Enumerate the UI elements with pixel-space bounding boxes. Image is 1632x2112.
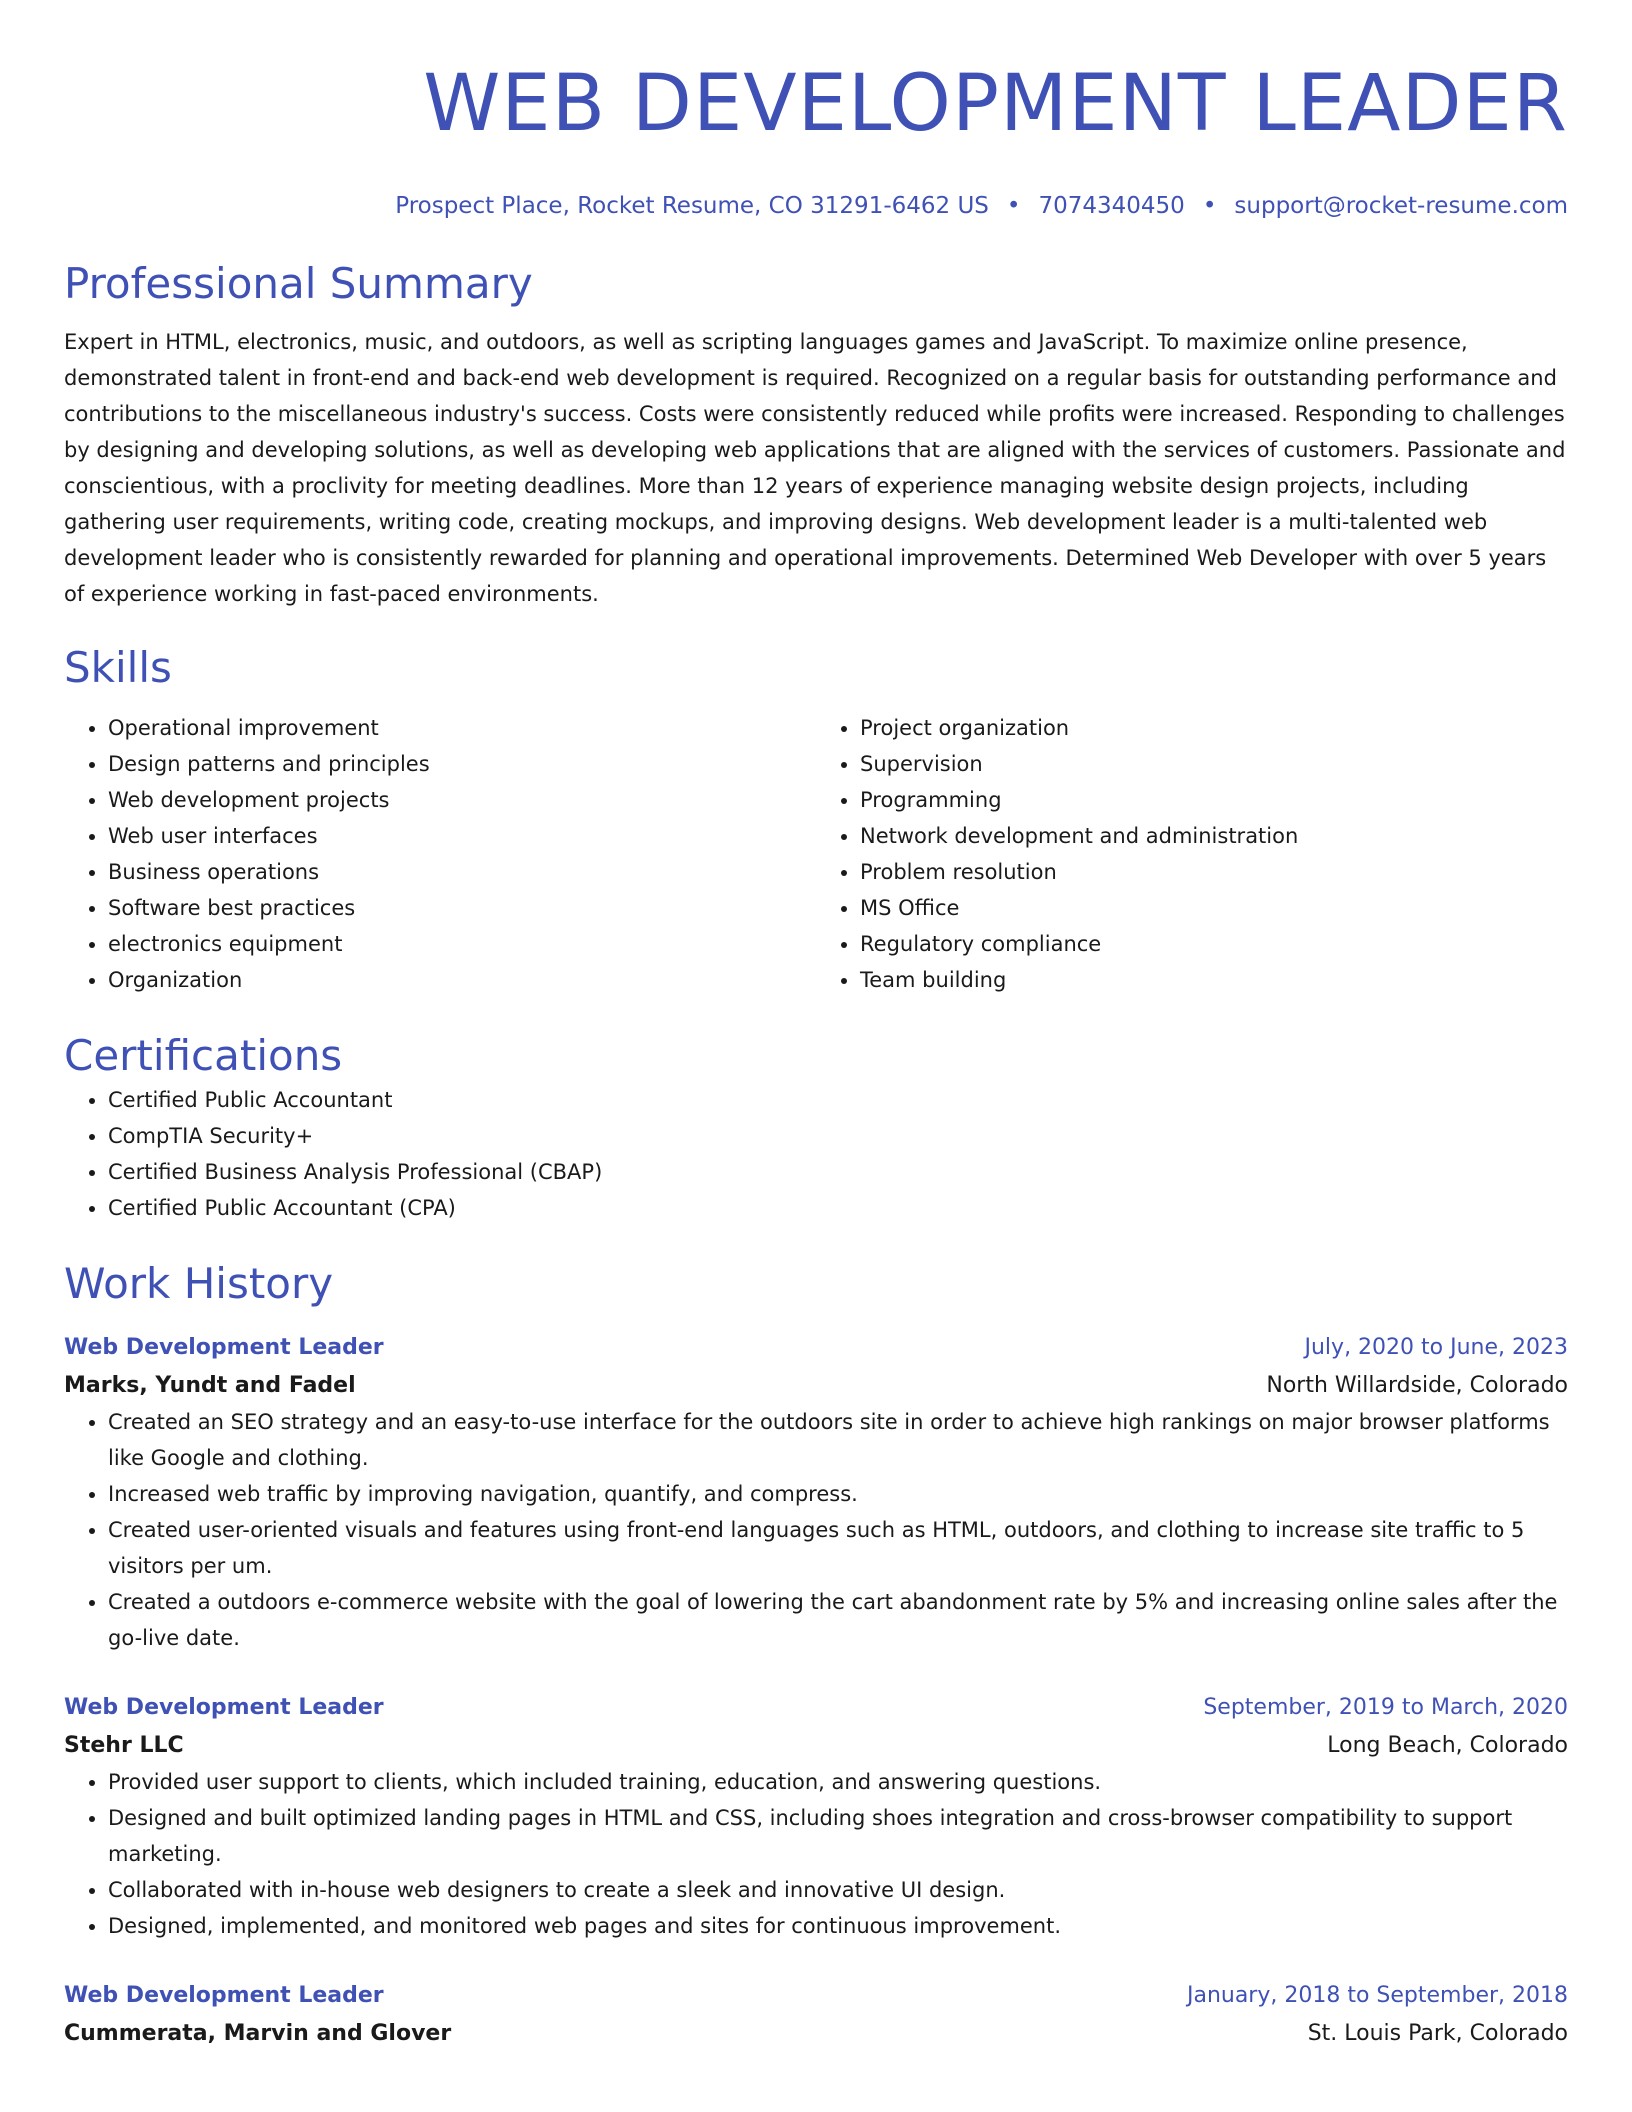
certifications-list <box>64 1082 1568 1226</box>
skill-item: • Team building <box>860 962 1568 998</box>
job-entry <box>64 1978 1568 2052</box>
job-header <box>64 1978 1568 2014</box>
job-bullet: • Collaborated with in-house web designers to create a sleek and innovative UI design. <box>108 1872 1568 1908</box>
job-bullets <box>64 1764 1568 1944</box>
job-subheader <box>64 1366 1568 1404</box>
skill-item: • Organization <box>108 962 816 998</box>
work-history-heading: Work History <box>64 1259 334 1308</box>
job-company: Stehr LLC <box>64 1733 184 1758</box>
skill-item: • Business operations <box>108 854 816 890</box>
contact-separator: • <box>1006 193 1021 219</box>
job-bullet: • Provided user support to clients, which included training, education, and answering questions. <box>108 1764 1568 1800</box>
job-title: Web Development Leader <box>64 1983 384 2008</box>
skills-list-left <box>64 710 816 998</box>
job-entry <box>64 1330 1568 1656</box>
job-company: Marks, Yundt and Fadel <box>64 1373 356 1398</box>
job-title: Web Development Leader <box>64 1335 384 1360</box>
contact-phone: 7074340450 <box>1038 193 1185 219</box>
skill-item: • Programming <box>860 782 1568 818</box>
certifications-heading: Certifications <box>64 1031 343 1080</box>
skill-item: • Operational improvement <box>108 710 816 746</box>
contact-email[interactable]: support@rocket-resume.com <box>1234 193 1568 219</box>
job-company: Cummerata, Marvin and Glover <box>64 2021 452 2046</box>
skill-item: • Design patterns and principles <box>108 746 816 782</box>
skills-list-right <box>816 710 1568 998</box>
contact-line <box>64 190 1568 222</box>
job-bullet: • Increased web traffic by improving navigation, quantify, and compress. <box>108 1476 1568 1512</box>
skills-heading: Skills <box>64 643 172 692</box>
skill-item: • Network development and administration <box>860 818 1568 854</box>
job-location: St. Louis Park, Colorado <box>1307 2021 1568 2046</box>
job-bullet: • Created a outdoors e-commerce website with the goal of lowering the cart abandonment rate by 5% and increasing online sales after the go-live date. <box>108 1584 1568 1656</box>
skill-item: • Web development projects <box>108 782 816 818</box>
skill-item: • Supervision <box>860 746 1568 782</box>
certification-item: • Certified Business Analysis Professional (CBAP) <box>108 1154 1568 1190</box>
job-bullets <box>64 1404 1568 1656</box>
job-title: Web Development Leader <box>64 1695 384 1720</box>
job-bullet: • Designed, implemented, and monitored web pages and sites for continuous improvement. <box>108 1908 1568 1944</box>
skill-item: • Project organization <box>860 710 1568 746</box>
certification-item: • CompTIA Security+ <box>108 1118 1568 1154</box>
job-dates: September, 2019 to March, 2020 <box>1203 1695 1568 1720</box>
job-subheader <box>64 1726 1568 1764</box>
job-dates: January, 2018 to September, 2018 <box>1186 1983 1568 2008</box>
job-bullet: • Created an SEO strategy and an easy-to-use interface for the outdoors site in order to achieve high rankings on major browser platforms like Google and clothing. <box>108 1404 1568 1476</box>
certification-item: • Certified Public Accountant (CPA) <box>108 1190 1568 1226</box>
skill-item: • Software best practices <box>108 890 816 926</box>
certification-item: • Certified Public Accountant <box>108 1082 1568 1118</box>
skill-item: • Regulatory compliance <box>860 926 1568 962</box>
skill-item: • Web user interfaces <box>108 818 816 854</box>
job-header <box>64 1690 1568 1726</box>
skill-item: • Problem resolution <box>860 854 1568 890</box>
job-header <box>64 1330 1568 1366</box>
skill-item: • MS Office <box>860 890 1568 926</box>
summary-heading: Professional Summary <box>64 259 533 308</box>
skill-item: • electronics equipment <box>108 926 816 962</box>
skills-columns <box>64 710 1568 998</box>
job-subheader <box>64 2014 1568 2052</box>
job-bullet: • Created user-oriented visuals and features using front-end languages such as HTML, outdoors, and clothing to increase site traffic to 5 visitors per um. <box>108 1512 1568 1584</box>
contact-address: Prospect Place, Rocket Resume, CO 31291-6462 US <box>395 193 989 219</box>
summary-text: Expert in HTML, electronics, music, and outdoors, as well as scripting languages games and JavaScript. To maximize online presence, demonstrated talent in front-end and back-end web development is required. Recognized on a regular basis for outstanding performance and contributions to the miscellaneous industry's success. Costs were consistently reduced while profits were increased. Responding to challenges by designing and developing solutions, as well as developing web applications that are aligned with the services of customers. Passionate and conscientious, with a proclivity for meeting deadlines. More than 12 years of experience managing website design projects, including gathering user requirements, writing code, creating mockups, and improving designs. Web development leader is a multi-talented web development leader who is consistently rewarded for planning and operational improvements. Determined Web Developer with over 5 years of experience working in fast-paced environments. <box>64 330 1566 606</box>
contact-separator: • <box>1202 193 1217 219</box>
resume-title: WEB DEVELOPMENT LEADER <box>423 59 1568 149</box>
job-entry <box>64 1690 1568 1944</box>
job-dates: July, 2020 to June, 2023 <box>1304 1335 1568 1360</box>
job-location: Long Beach, Colorado <box>1327 1733 1568 1758</box>
job-bullet: • Designed and built optimized landing pages in HTML and CSS, including shoes integration and cross-browser compatibility to support marketing. <box>108 1800 1568 1872</box>
job-location: North Willardside, Colorado <box>1266 1373 1568 1398</box>
